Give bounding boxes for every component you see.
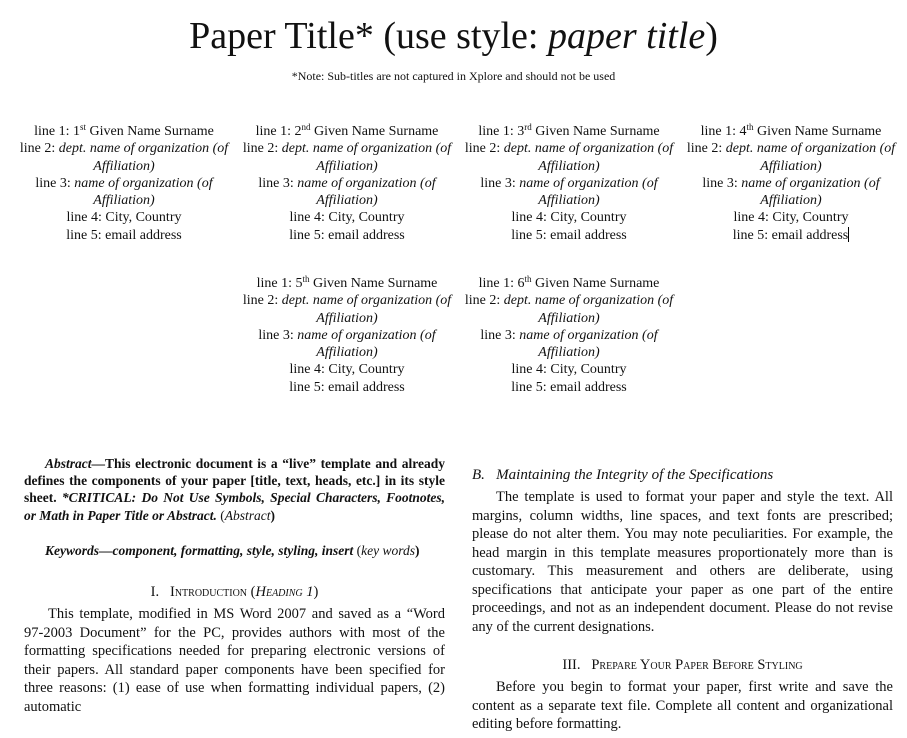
introduction-paragraph: This template, modified in MS Word 2007 and saved as a “Word 97-2003 Document” for the PC, provides authors with most of the formatting specifications needed for preparing electronic versions of their papers. All standard paper components have been specified for three reasons: (1) ease of use when formatting individual papers, (2) automatic — [24, 606, 445, 715]
author-line-2: line 2: dept. name of organization (of Affiliation) — [464, 293, 674, 326]
right-column — [472, 466, 893, 734]
text-cursor — [848, 227, 849, 242]
section-b-heading: B. Maintaining the Integrity of the Specifications — [472, 467, 774, 483]
author-line-3: line 3: name of organization (of Affiliation) — [258, 175, 436, 209]
author-line-4: line 4: City, Country — [66, 210, 182, 226]
section-3-heading: III. Prepare Your Paper Before Styling — [562, 657, 803, 673]
author-line-1: line 1: 2nd Given Name Surname — [255, 122, 439, 139]
author-line-1: line 1: 5th Given Name Surname — [256, 274, 438, 291]
title-close: ) — [705, 15, 718, 57]
section-3-paragraph: Before you begin to format your paper, first write and save the content as a separate text file. Complete all content and organizational editing before formatting. — [472, 679, 893, 732]
author-line-4: line 4: City, Country — [511, 362, 627, 378]
author-line-5: line 5: email address — [511, 227, 627, 243]
keywords: Keywords—component, formatting, style, styling, insert (key words) — [45, 542, 420, 558]
author-line-5[interactable]: line 5: email address — [732, 227, 849, 243]
author-line-1: line 1: 1st Given Name Surname — [34, 122, 214, 139]
author-line-3: line 3: name of organization (of Affiliation) — [258, 327, 436, 361]
left-column — [24, 455, 445, 716]
author-line-1: line 1: 3rd Given Name Surname — [478, 122, 660, 139]
author-line-1: line 1: 4th Given Name Surname — [700, 122, 882, 139]
author-line-2: line 2: dept. name of organization (of Affiliation) — [242, 141, 452, 174]
author-line-1: line 1: 6th Given Name Surname — [478, 274, 660, 291]
author-line-3: line 3: name of organization (of Affiliation) — [35, 175, 213, 209]
author-block-1 — [18, 123, 230, 244]
subtitle-note: *Note: Sub-titles are not captured in Xplore and should not be used — [291, 69, 616, 83]
author-block-5 — [241, 275, 453, 396]
author-line-4: line 4: City, Country — [289, 362, 405, 378]
author-block-2 — [241, 123, 453, 244]
paper-title — [0, 12, 907, 60]
author-line-2: line 2: dept. name of organization (of Affiliation) — [242, 293, 452, 326]
author-line-4: line 4: City, Country — [733, 210, 849, 226]
abstract: Abstract—This electronic document is a “live” template and already defines the components of your paper [title, text, heads, etc.] in its style sheet. *CRITICAL: Do Not Use Symbols, Special Characters, Footnotes, or Math in Paper Title or Abstract. (Abstract) — [24, 456, 445, 523]
author-line-5: line 5: email address — [289, 379, 405, 395]
introduction-heading: I. Introduction (Heading 1) — [150, 584, 319, 601]
section-b-paragraph: The template is used to format your paper and style the text. All margins, column widths, line spaces, and text fonts are prescribed; please do not alter them. You may note peculiarities. For example, the head margin in this template measures proportionately more than is customary. This measurement and others are deliberate, using specifications that anticipate your paper as one part of the entire proceedings, and not as an independent document. Please do not revise any of the current designations. — [472, 489, 893, 635]
author-block-3 — [463, 123, 675, 244]
author-block-4 — [685, 123, 897, 244]
author-line-4: line 4: City, Country — [511, 210, 627, 226]
author-line-4: line 4: City, Country — [289, 210, 405, 226]
author-line-2: line 2: dept. name of organization (of Affiliation) — [19, 141, 229, 174]
author-line-5: line 5: email address — [511, 379, 627, 395]
author-line-3: line 3: name of organization (of Affiliation) — [480, 175, 658, 209]
author-line-3: line 3: name of organization (of Affiliation) — [480, 327, 658, 361]
author-line-5: line 5: email address — [66, 227, 182, 243]
author-line-5: line 5: email address — [289, 227, 405, 243]
author-block-6 — [463, 275, 675, 396]
author-line-2: line 2: dept. name of organization (of Affiliation) — [686, 141, 896, 174]
title-text: Paper Title* (use style: — [189, 15, 548, 57]
author-line-3: line 3: name of organization (of Affiliation) — [702, 175, 880, 209]
author-line-2: line 2: dept. name of organization (of Affiliation) — [464, 141, 674, 174]
title-style-name: paper title — [547, 15, 706, 57]
